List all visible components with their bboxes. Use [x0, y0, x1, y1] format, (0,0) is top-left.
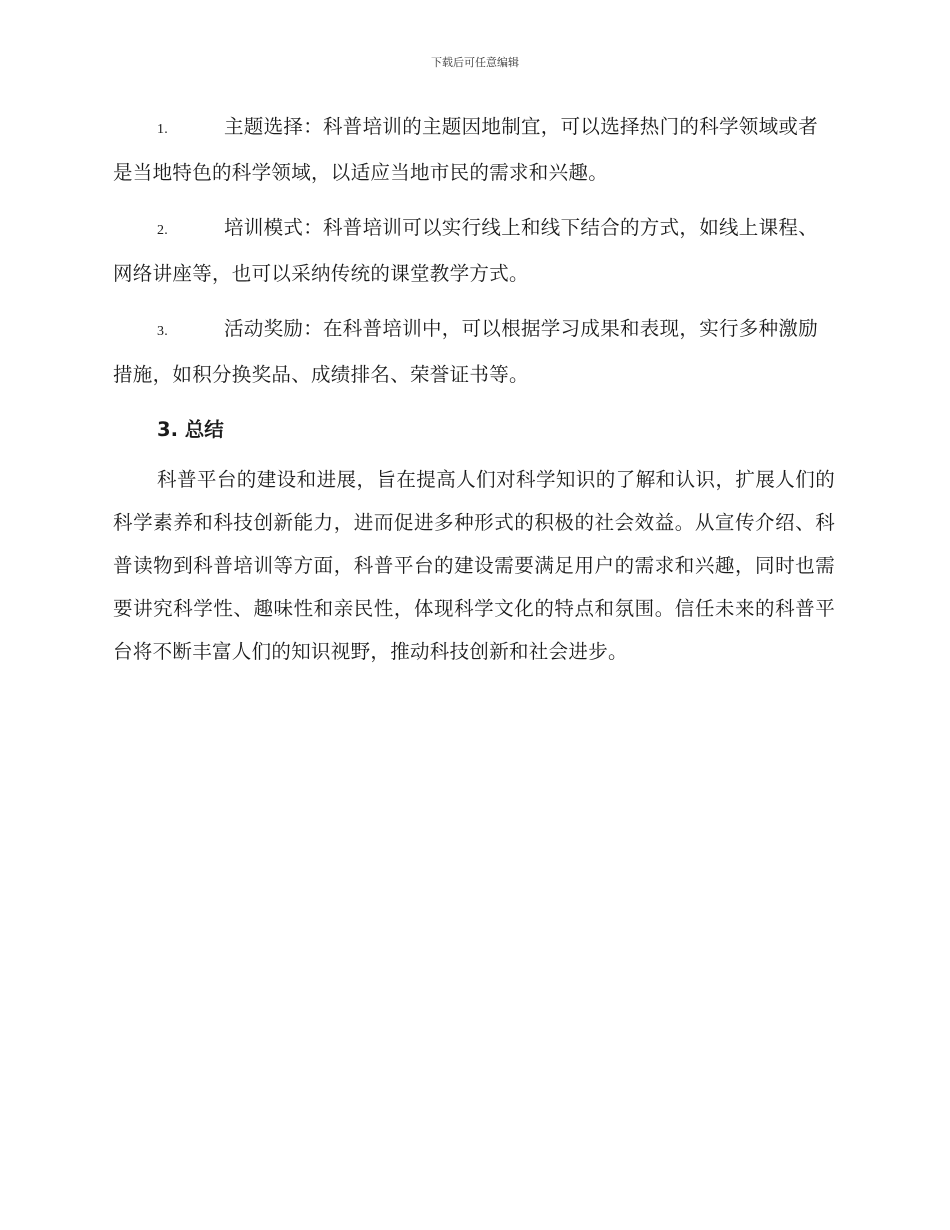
document-body	[113, 105, 835, 673]
list-item	[113, 206, 835, 295]
list-item-text: 活动奖励：在科普培训中，可以根据学习成果和表现，实行多种激励措施，如积分换奖品、成绩排名、荣誉证书等。	[113, 317, 819, 386]
list-item-text: 培训模式：科普培训可以实行线上和线下结合的方式，如线上课程、网络讲座等，也可以采纳传统的课堂教学方式。	[113, 216, 819, 285]
list-item-number: 3.	[157, 324, 169, 339]
list-item-text: 主题选择：科普培训的主题因地制宜，可以选择热门的科学领域或者是当地特色的科学领域，以适应当地市民的需求和兴趣。	[113, 115, 819, 184]
list-item	[113, 105, 835, 194]
list-item	[113, 307, 835, 396]
list-item-number: 2.	[157, 223, 169, 238]
summary-paragraph: 科普平台的建设和进展，旨在提高人们对科学知识的了解和认识，扩展人们的科学素养和科技创新能力，进而促进多种形式的积极的社会效益。从宣传介绍、科普读物到科普培训等方面，科普平台的建设需要满足用户的需求和兴趣，同时也需要讲究科学性、趣味性和亲民性，体现科学文化的特点和氛围。信任未来的科普平台将不断丰富人们的知识视野，推动科技创新和社会进步。	[113, 468, 835, 663]
section-heading: 3. 总结	[157, 418, 224, 441]
header-note: 下载后可任意编辑	[431, 56, 519, 69]
list-item-number: 1.	[157, 122, 169, 137]
